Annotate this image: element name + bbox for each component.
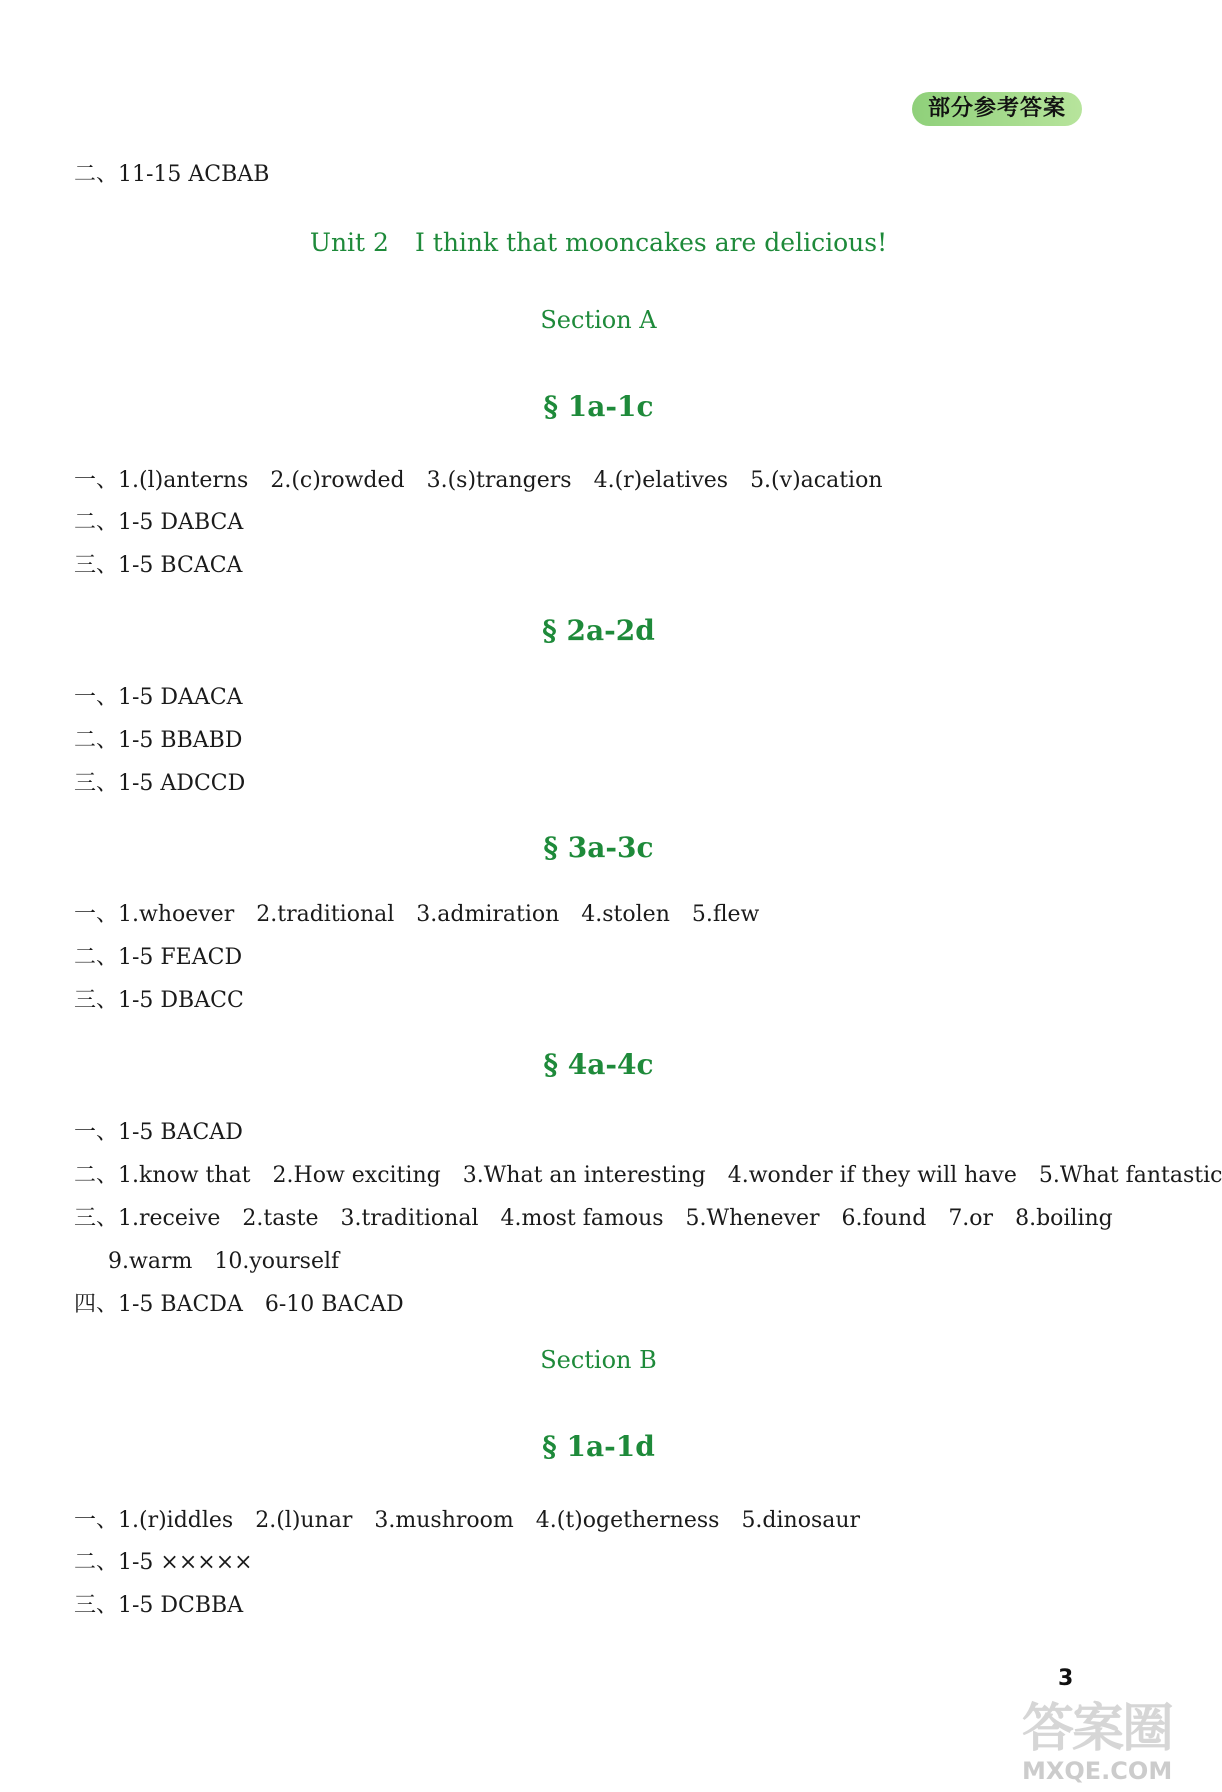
answer-line: 9.warm 10.yourself: [108, 1249, 340, 1274]
watermark: [1022, 1700, 1192, 1788]
answer-line: 二、11-15 ACBAB: [74, 162, 270, 187]
answer-line: 三、1-5 DBACC: [74, 988, 244, 1013]
answer-line: 二、1-5 DABCA: [74, 510, 244, 535]
lesson-title: § 4a-4c: [543, 1048, 654, 1081]
answer-line: 二、1-5 ×××××: [74, 1550, 253, 1575]
watermark-logo: 答案圈: [1022, 1699, 1173, 1759]
watermark-url: MXQE.COM: [1022, 1757, 1173, 1785]
answer-line: 二、1.know that 2.How exciting 3.What an interesting 4.wonder if they will have 5.What fantastic: [74, 1163, 1222, 1188]
section-b-title: Section B: [540, 1346, 657, 1374]
answer-line: 四、1-5 BACDA 6-10 BACAD: [74, 1292, 404, 1317]
answer-key-tag: 部分参考答案: [912, 92, 1082, 126]
answer-line: 一、1-5 BACAD: [74, 1120, 243, 1145]
lesson-title: § 1a-1d: [542, 1430, 655, 1463]
answer-line: 一、1.(r)iddles 2.(l)unar 3.mushroom 4.(t)ogetherness 5.dinosaur: [74, 1508, 861, 1533]
answer-line: 三、1-5 ADCCD: [74, 771, 246, 796]
lesson-title: § 2a-2d: [542, 614, 655, 647]
answer-line: 三、1-5 BCACA: [74, 553, 243, 578]
answer-line: 一、1.(l)anterns 2.(c)rowded 3.(s)trangers 4.(r)elatives 5.(v)acation: [74, 468, 883, 493]
page-number: 3: [1058, 1666, 1074, 1691]
answer-line: 一、1.whoever 2.traditional 3.admiration 4.stolen 5.flew: [74, 902, 760, 927]
answer-line: 二、1-5 BBABD: [74, 728, 243, 753]
answer-line: 二、1-5 FEACD: [74, 945, 243, 970]
answer-line: 三、1-5 DCBBA: [74, 1593, 244, 1618]
unit-heading: I think that mooncakes are delicious!: [414, 228, 888, 257]
unit-title: [0, 228, 1197, 257]
lesson-title: § 1a-1c: [543, 390, 654, 423]
answer-line: 三、1.receive 2.taste 3.traditional 4.most famous 5.Whenever 6.found 7.or 8.boiling: [74, 1206, 1113, 1231]
unit-number: Unit 2: [309, 228, 389, 257]
answer-line: 一、1-5 DAACA: [74, 685, 243, 710]
section-a-title: Section A: [540, 306, 657, 334]
lesson-title: § 3a-3c: [543, 831, 654, 864]
